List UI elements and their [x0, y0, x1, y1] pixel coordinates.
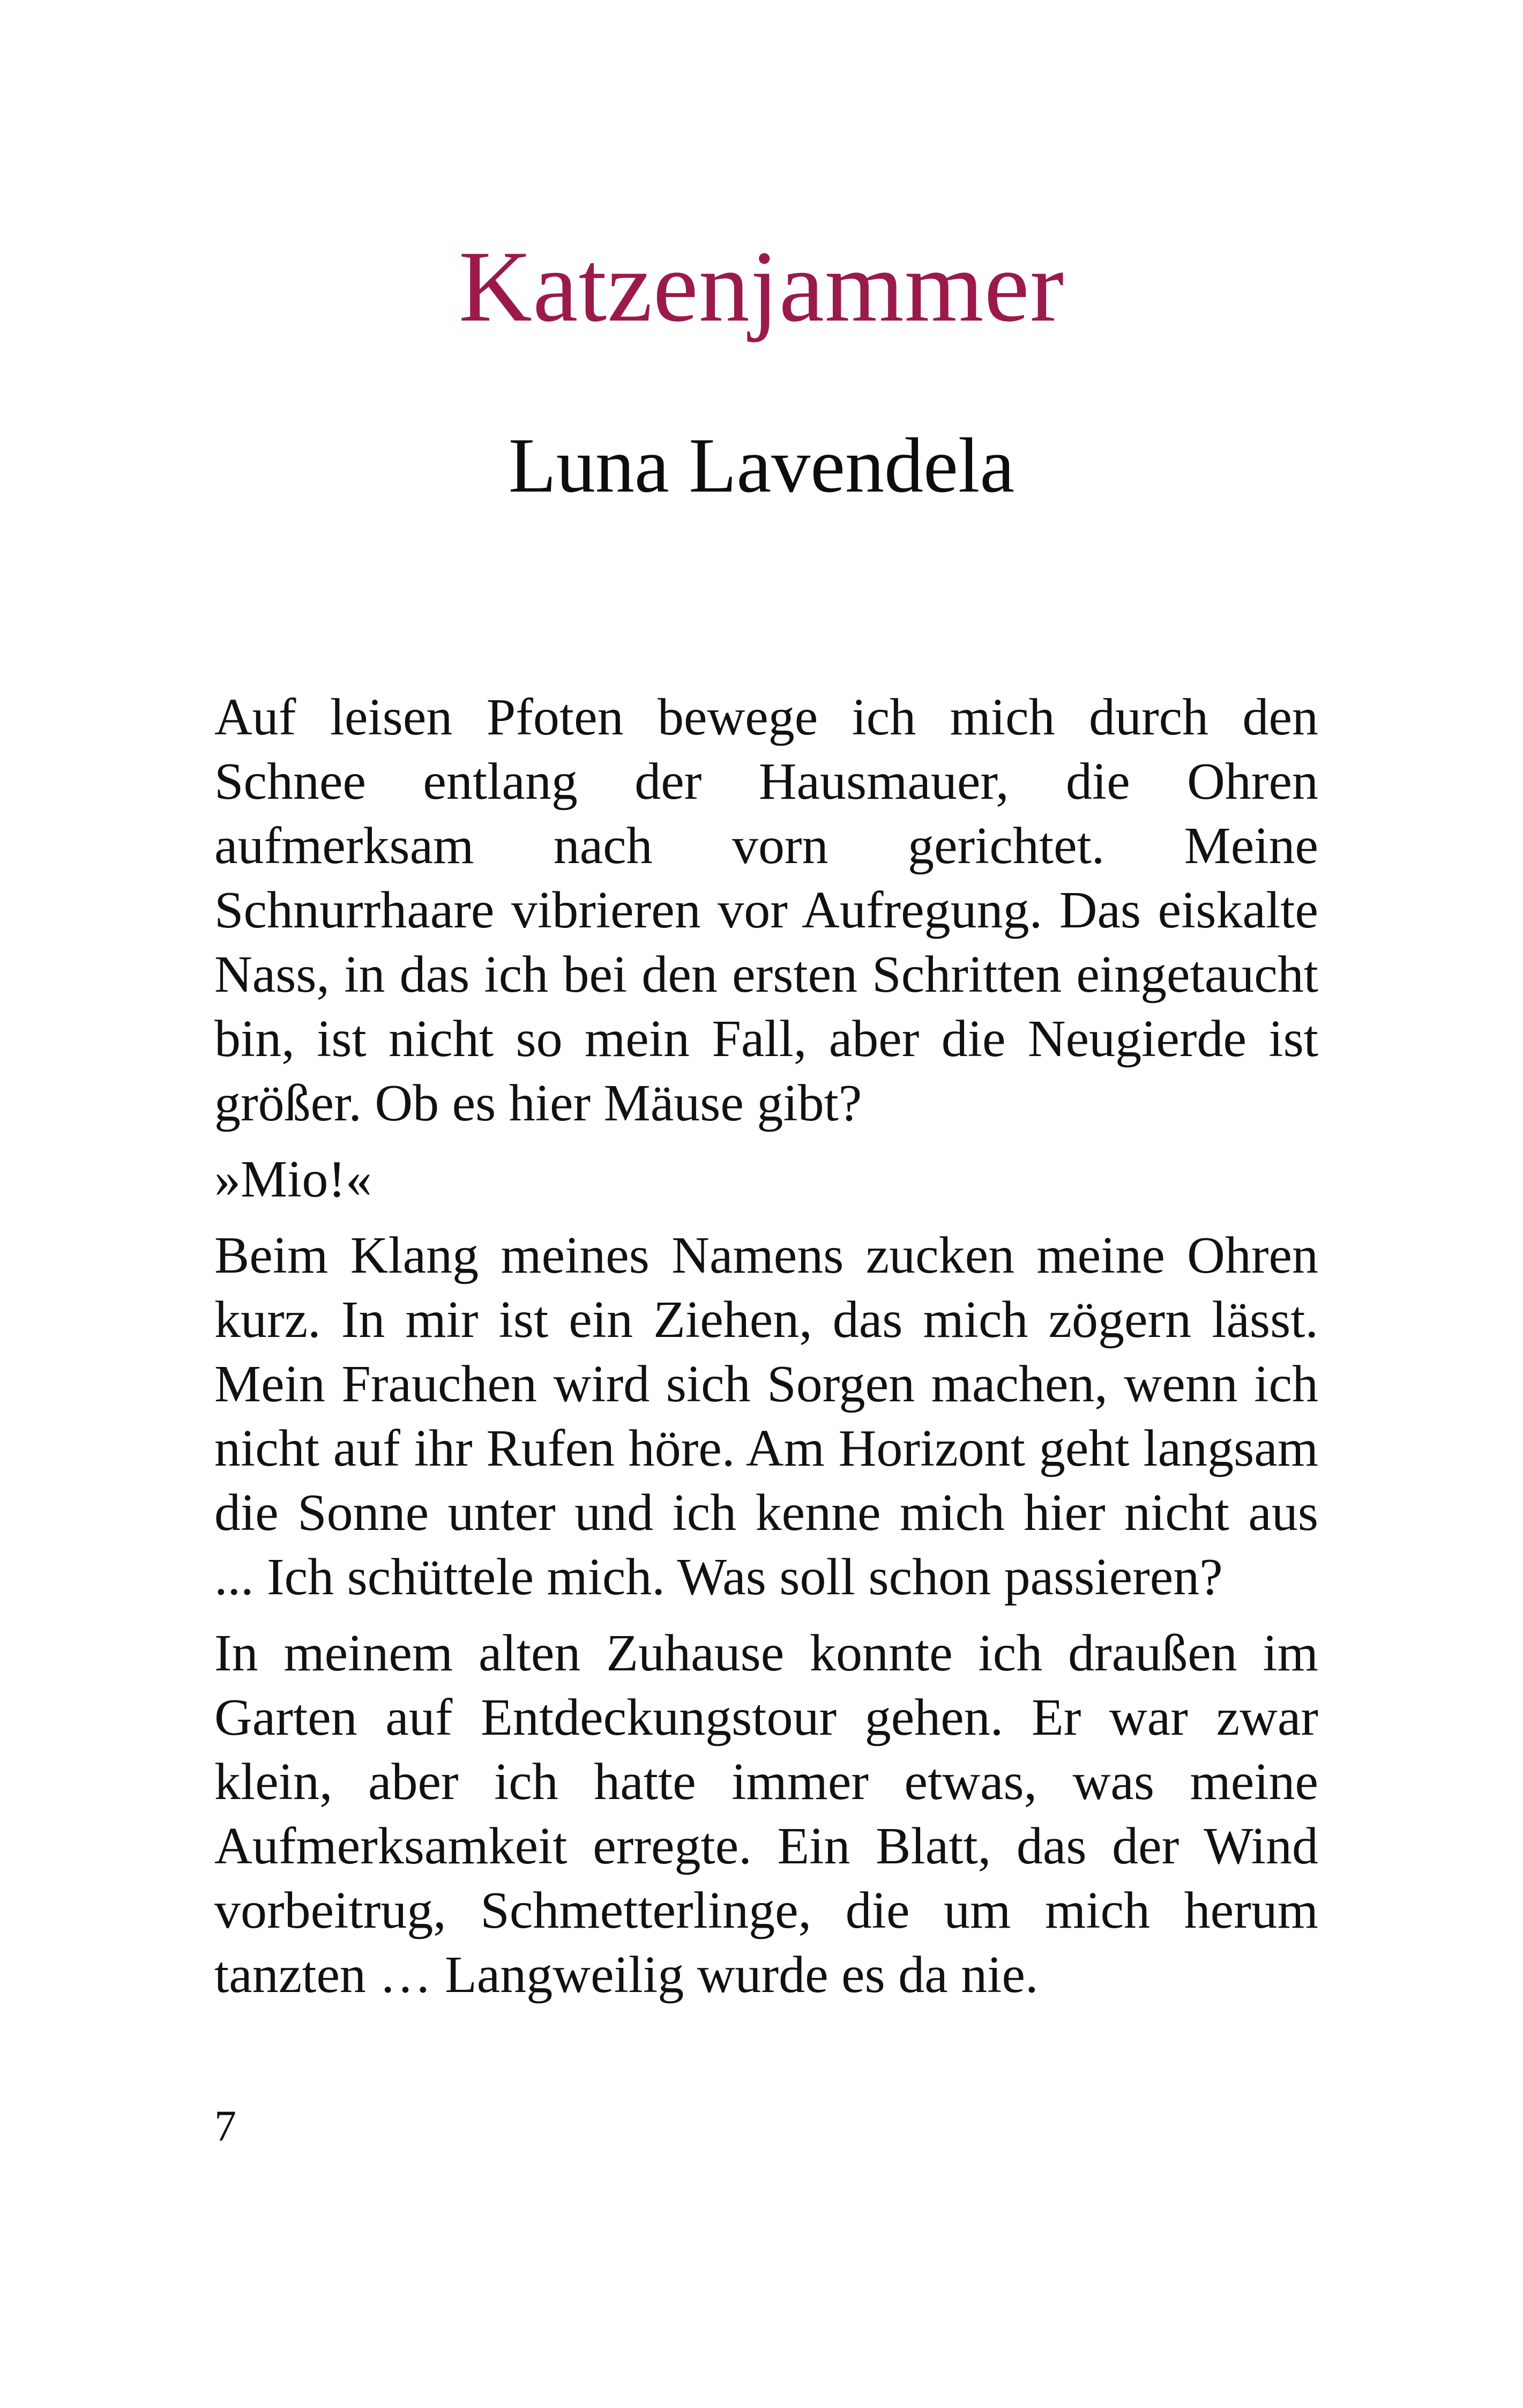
body-text	[214, 685, 1318, 2019]
paragraph: In meinem alten Zuhause konnte ich draußen im Garten auf Entdeckungstour gehen. Er war zwar klein, aber ich hatte immer etwas, was meine Aufmerksamkeit erregte. Ein Blatt, das der Wind vorbeitrug, Schmetterlinge, die um mich herum tanzten … Langweilig wurde es da nie.	[214, 1624, 1318, 2004]
paragraph: Beim Klang meines Namens zucken meine Ohren kurz. In mir ist ein Ziehen, das mich zögern lässt. Mein Frauchen wird sich Sorgen machen, wenn ich nicht auf ihr Rufen höre. Am Horizont geht langsam die Sonne unter und ich kenne mich hier nicht aus ... Ich schüttele mich. Was soll schon passieren?	[214, 1227, 1318, 1606]
page-number: 7	[214, 2101, 236, 2150]
paragraph: Auf leisen Pfoten bewege ich mich durch den Schnee entlang der Hausmauer, die Ohren aufmerksam nach vorn gerichtet. Meine Schnurrhaare vibrieren vor Aufregung. Das eiskalte Nass, in das ich bei den ersten Schritten eingetaucht bin, ist nicht so mein Fall, aber die Neugierde ist größer. Ob es hier Mäuse gibt?	[214, 688, 1318, 1132]
author-name: Luna Lavendela	[508, 422, 1015, 509]
chapter-title: Katzenjammer	[458, 231, 1065, 343]
paragraph-dialogue: »Mio!«	[214, 1150, 372, 1208]
